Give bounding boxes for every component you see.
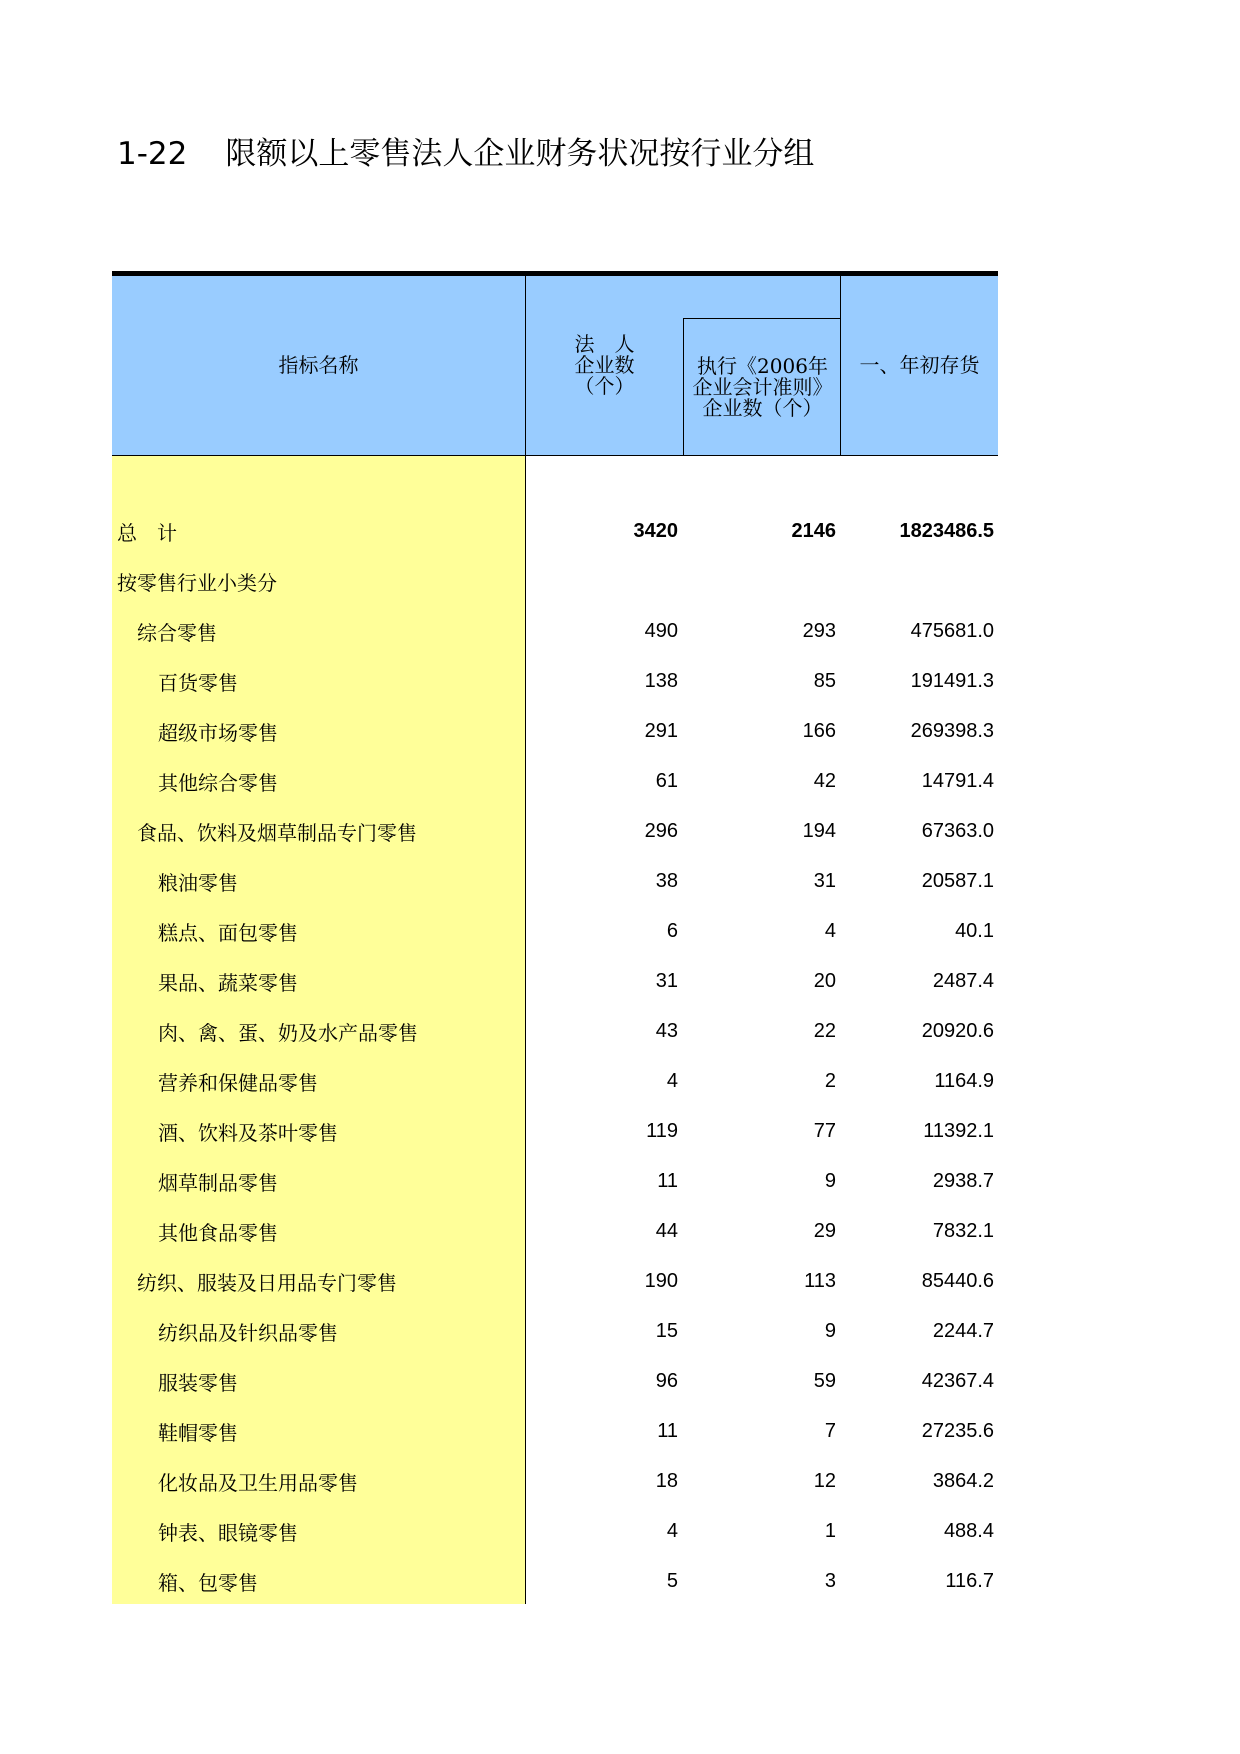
cell-acct2006: 166 [802,719,836,742]
row-name: 酒、饮料及茶叶零售 [158,1120,338,1145]
row-name: 其他综合零售 [158,770,278,795]
cell-acct2006: 31 [813,869,836,892]
cell-acct2006: 2146 [791,519,836,542]
cell-entities: 490 [644,619,678,642]
table-row [112,1206,998,1256]
cell-inventory: 2938.7 [932,1169,994,1192]
table-row [112,606,998,656]
table-row [112,1056,998,1106]
table-row [112,806,998,856]
cell-entities: 11 [657,1419,678,1442]
cell-inventory: 40.1 [955,919,994,942]
header-group-entities [525,276,840,456]
cell-entities: 31 [655,969,678,992]
header-inventory-start: 一、年初存货 [840,276,998,456]
row-name: 烟草制品零售 [158,1170,278,1195]
cell-inventory: 2487.4 [932,969,994,992]
cell-entities: 43 [655,1019,678,1042]
row-name: 鞋帽零售 [158,1420,238,1445]
cell-entities: 11 [657,1169,678,1192]
cell-acct2006: 77 [813,1119,836,1142]
cell-entities: 96 [655,1369,678,1392]
row-name: 营养和保健品零售 [158,1070,318,1095]
cell-inventory: 3864.2 [932,1469,994,1492]
cell-entities: 3420 [633,519,678,542]
cell-acct2006: 59 [813,1369,836,1392]
header-indicator-name: 指标名称 [112,276,525,456]
table-row [112,856,998,906]
table-row [112,556,998,606]
row-name: 纺织、服装及日用品专门零售 [137,1270,397,1295]
cell-inventory: 488.4 [943,1519,994,1542]
table-row [112,1006,998,1056]
cell-inventory: 2244.7 [932,1319,994,1342]
row-name: 纺织品及针织品零售 [158,1320,338,1345]
cell-inventory: 27235.6 [921,1419,994,1442]
cell-acct2006: 29 [813,1219,836,1242]
cell-inventory: 269398.3 [910,719,994,742]
cell-entities: 38 [655,869,678,892]
table-title: 限额以上零售法人企业财务状况按行业分组 [225,136,815,172]
cell-inventory: 191491.3 [910,669,994,692]
cell-acct2006: 2 [824,1069,836,1092]
row-name: 综合零售 [137,620,217,645]
cell-inventory: 1823486.5 [899,519,994,542]
row-name: 肉、禽、蛋、奶及水产品零售 [158,1020,418,1045]
row-name: 总 计 [117,520,177,545]
table-row [112,756,998,806]
table-row [112,1356,998,1406]
cell-entities: 61 [655,769,678,792]
table-row [112,1156,998,1206]
cell-entities: 4 [666,1519,678,1542]
table-row [112,956,998,1006]
header-accounting-2006: 执行《2006年企业会计准则》企业数（个） [683,318,841,456]
row-name: 服装零售 [158,1370,238,1395]
cell-entities: 119 [646,1119,678,1142]
cell-inventory: 42367.4 [921,1369,994,1392]
table-row [112,1556,998,1606]
cell-acct2006: 22 [813,1019,836,1042]
page-title [117,128,814,173]
row-name: 果品、蔬菜零售 [158,970,298,995]
cell-acct2006: 20 [813,969,836,992]
cell-entities: 296 [644,819,678,842]
table-row [112,1406,998,1456]
cell-acct2006: 293 [802,619,836,642]
cell-acct2006: 194 [802,819,836,842]
cell-inventory: 67363.0 [921,819,994,842]
cell-acct2006: 42 [813,769,836,792]
cell-inventory: 7832.1 [932,1219,994,1242]
cell-entities: 5 [666,1569,678,1592]
table-row [112,706,998,756]
cell-acct2006: 85 [813,669,836,692]
cell-entities: 44 [655,1219,678,1242]
row-name: 按零售行业小类分 [117,570,277,595]
cell-inventory: 14791.4 [921,769,994,792]
row-name: 粮油零售 [158,870,238,895]
row-name: 箱、包零售 [158,1570,258,1595]
table-row [112,506,998,556]
row-name: 食品、饮料及烟草制品专门零售 [137,820,417,845]
cell-inventory: 11392.1 [923,1119,994,1142]
cell-entities: 291 [644,719,678,742]
cell-entities: 18 [655,1469,678,1492]
cell-inventory: 1164.9 [934,1069,994,1092]
table-row [112,1306,998,1356]
cell-inventory: 116.7 [945,1569,994,1592]
cell-inventory: 20920.6 [921,1019,994,1042]
table-row [112,656,998,706]
cell-acct2006: 113 [804,1269,836,1292]
cell-acct2006: 1 [824,1519,836,1542]
table-row [112,906,998,956]
cell-acct2006: 7 [824,1419,836,1442]
row-name: 化妆品及卫生用品零售 [158,1470,358,1495]
cell-inventory: 475681.0 [910,619,994,642]
table-row [112,1456,998,1506]
cell-acct2006: 9 [824,1169,836,1192]
table-row [112,1106,998,1156]
cell-acct2006: 12 [813,1469,836,1492]
cell-inventory: 85440.6 [921,1269,994,1292]
cell-entities: 138 [644,669,678,692]
row-name: 钟表、眼镜零售 [158,1520,298,1545]
cell-acct2006: 4 [824,919,836,942]
row-name: 其他食品零售 [158,1220,278,1245]
cell-inventory: 20587.1 [921,869,994,892]
table-row [112,1506,998,1556]
cell-acct2006: 9 [824,1319,836,1342]
table-row [112,1256,998,1306]
cell-acct2006: 3 [824,1569,836,1592]
cell-entities: 6 [666,919,678,942]
row-name: 百货零售 [158,670,238,695]
header-legal-entities: 法 人 企业数 （个） [574,332,635,398]
table-number: 1-22 [117,136,188,172]
cell-entities: 15 [655,1319,678,1342]
row-name: 糕点、面包零售 [158,920,298,945]
row-name: 超级市场零售 [158,720,278,745]
cell-entities: 4 [666,1069,678,1092]
cell-entities: 190 [644,1269,678,1292]
